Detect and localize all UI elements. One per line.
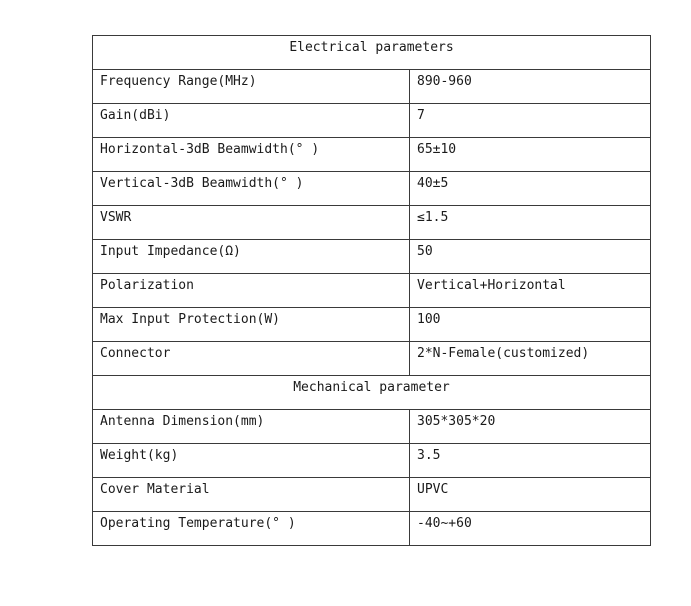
param-value: 100 (410, 308, 651, 342)
param-value: 2*N-Female(customized) (410, 342, 651, 376)
mechanical-parameter-header: Mechanical parameter (93, 376, 651, 410)
table-row (93, 342, 651, 376)
param-value: -40~+60 (410, 512, 651, 546)
table-row (93, 138, 651, 172)
param-value: 40±5 (410, 172, 651, 206)
param-label: Antenna Dimension(mm) (93, 410, 410, 444)
section-header-row (93, 36, 651, 70)
spec-table (92, 35, 651, 546)
param-label: Weight(kg) (93, 444, 410, 478)
param-label: Gain(dBi) (93, 104, 410, 138)
table-row (93, 172, 651, 206)
table-row (93, 206, 651, 240)
param-value: Vertical+Horizontal (410, 274, 651, 308)
param-value: 7 (410, 104, 651, 138)
table-row (93, 444, 651, 478)
table-row (93, 104, 651, 138)
param-label: VSWR (93, 206, 410, 240)
table-row (93, 274, 651, 308)
param-value: 50 (410, 240, 651, 274)
param-value: 890-960 (410, 70, 651, 104)
table-row (93, 240, 651, 274)
table-row (93, 410, 651, 444)
param-label: Max Input Protection(W) (93, 308, 410, 342)
param-label: Frequency Range(MHz) (93, 70, 410, 104)
electrical-parameters-header: Electrical parameters (93, 36, 651, 70)
table-row (93, 512, 651, 546)
param-label: Cover Material (93, 478, 410, 512)
section-header-row (93, 376, 651, 410)
param-label: Input Impedance(Ω) (93, 240, 410, 274)
param-value: UPVC (410, 478, 651, 512)
param-label: Polarization (93, 274, 410, 308)
param-label: Vertical-3dB Beamwidth(° ) (93, 172, 410, 206)
param-label: Horizontal-3dB Beamwidth(° ) (93, 138, 410, 172)
param-value: 3.5 (410, 444, 651, 478)
table-row (93, 308, 651, 342)
param-label: Connector (93, 342, 410, 376)
table-row (93, 478, 651, 512)
param-value: 65±10 (410, 138, 651, 172)
param-value: ≤1.5 (410, 206, 651, 240)
param-value: 305*305*20 (410, 410, 651, 444)
table-row (93, 70, 651, 104)
param-label: Operating Temperature(° ) (93, 512, 410, 546)
